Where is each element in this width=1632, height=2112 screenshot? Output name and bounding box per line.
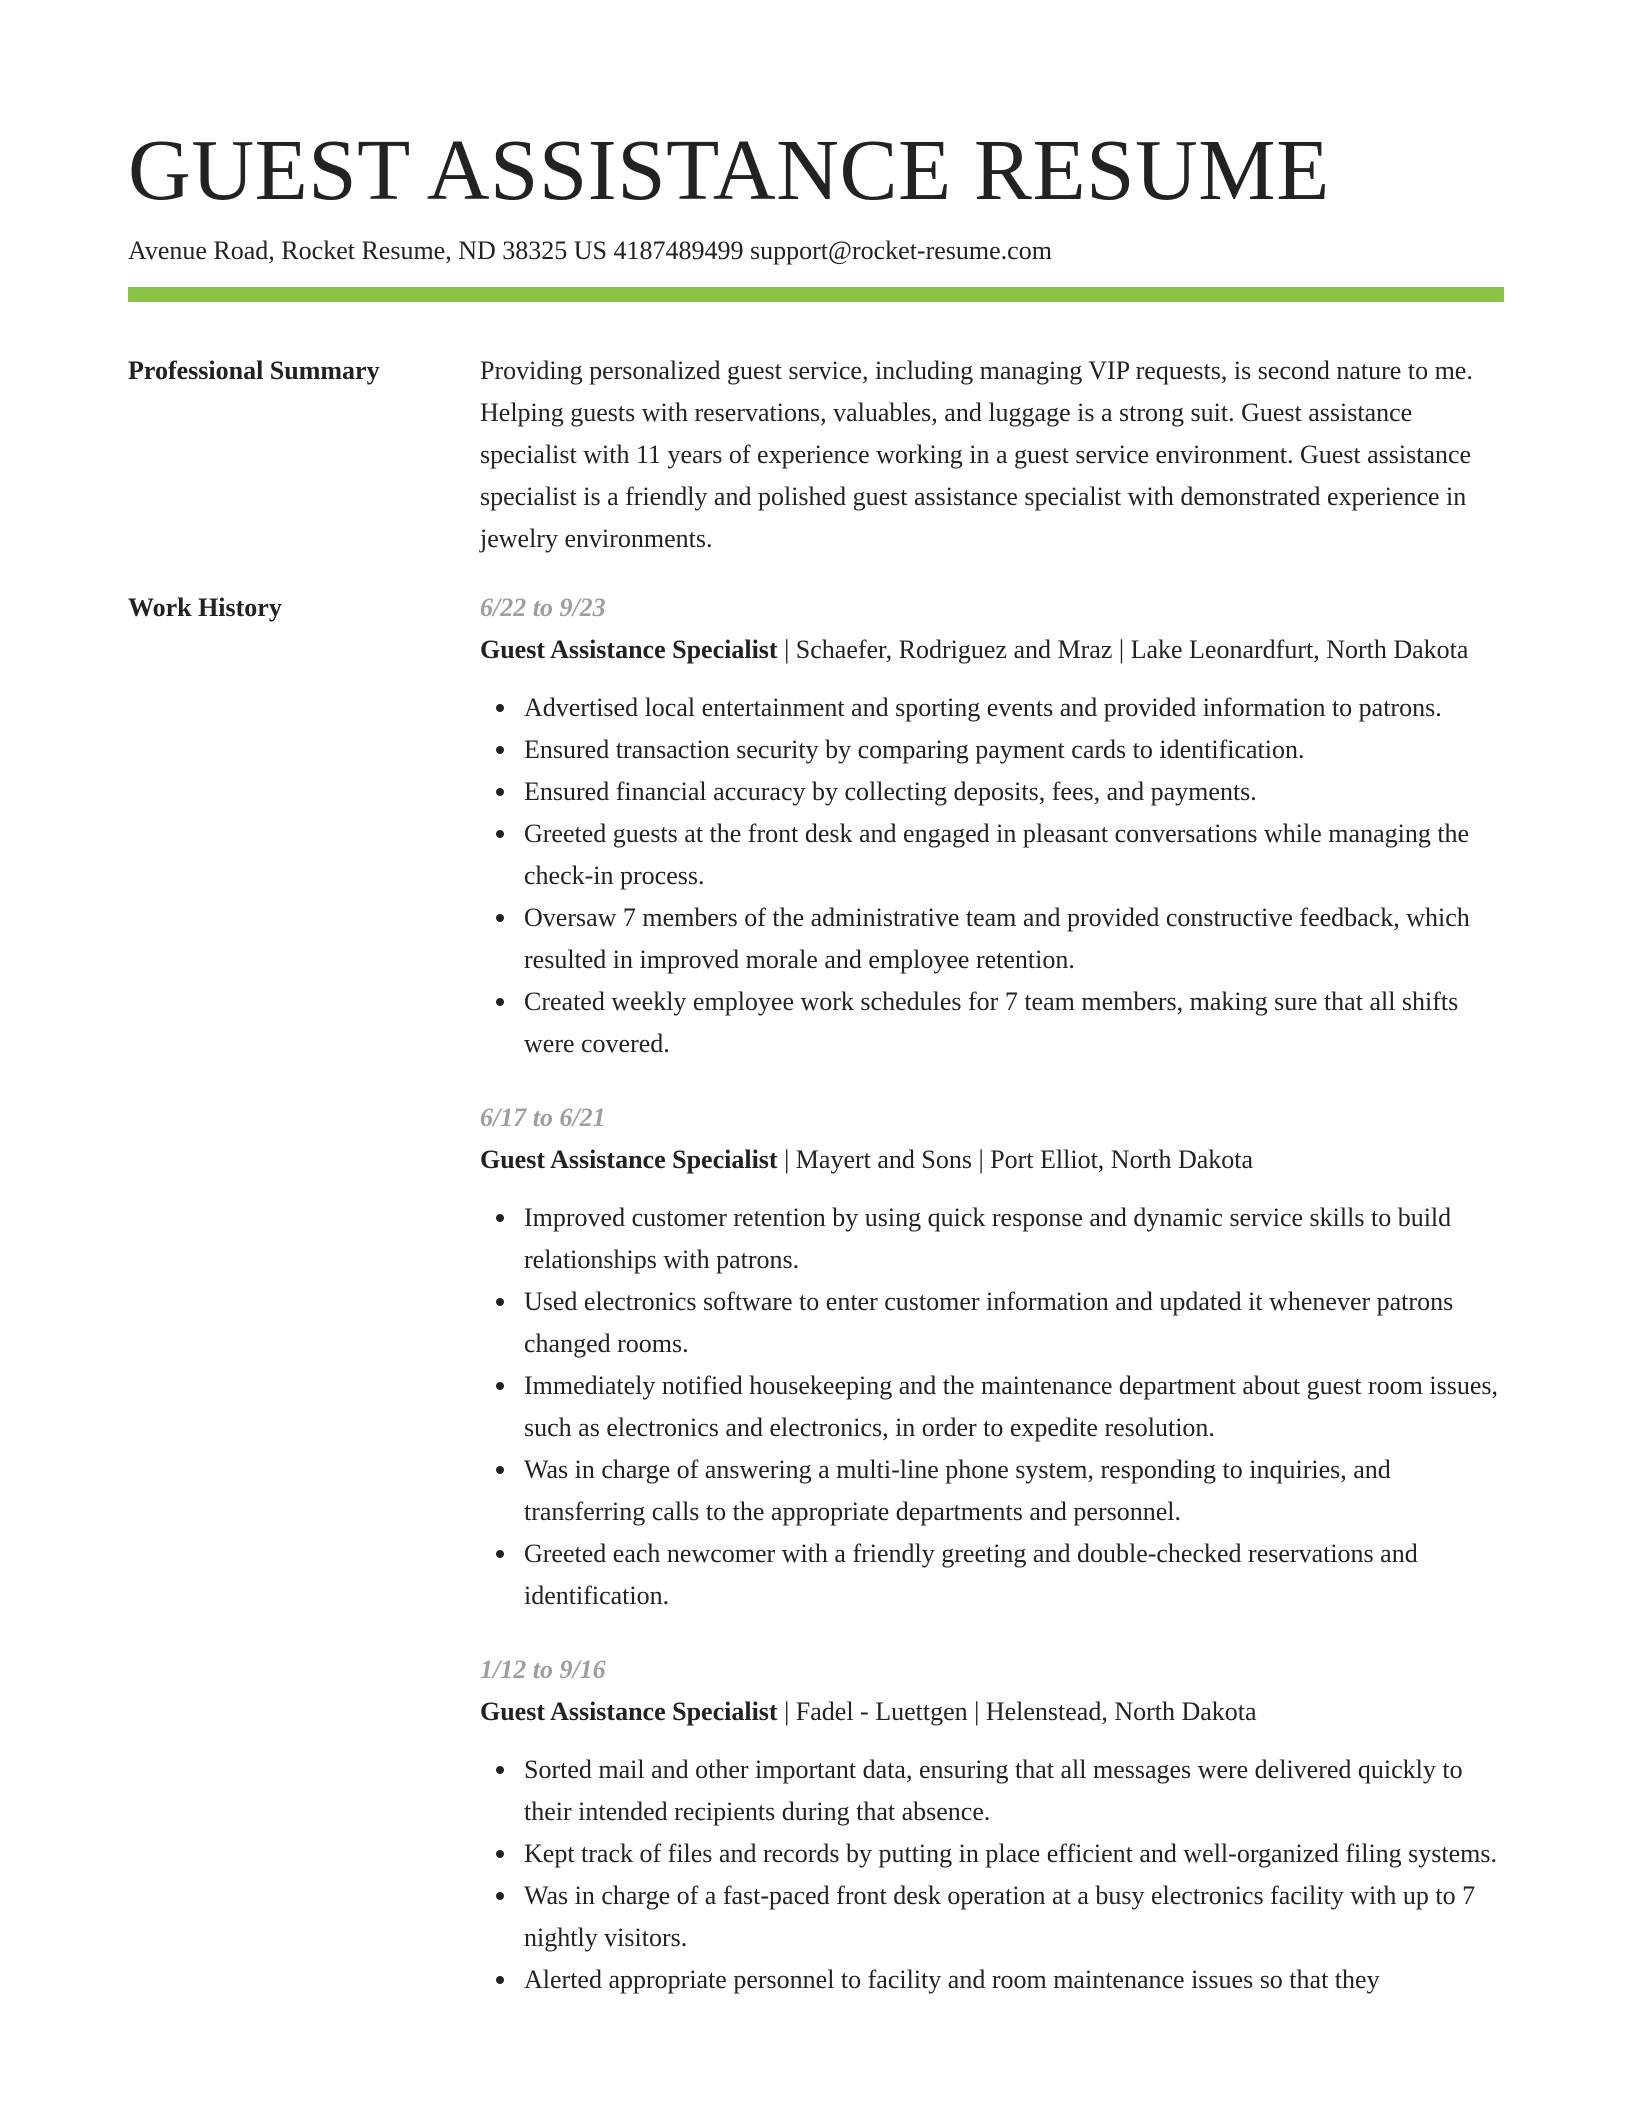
resume-page	[128, 0, 1504, 2001]
job-heading	[480, 1139, 1504, 1181]
list-item: Kept track of files and records by putting in place efficient and well-organized filing systems.	[524, 1833, 1504, 1875]
list-item: Advertised local entertainment and sporting events and provided information to patrons.	[524, 687, 1504, 729]
header-divider	[128, 287, 1504, 302]
list-item: Ensured transaction security by comparing payment cards to identification.	[524, 729, 1504, 771]
job-entry	[480, 587, 1504, 1065]
job-dates: 1/12 to 9/16	[480, 1655, 606, 1684]
list-item: Created weekly employee work schedules for 7 team members, making sure that all shifts were covered.	[524, 981, 1504, 1065]
job-details: | Fadel - Luettgen | Helenstead, North Dakota	[777, 1697, 1257, 1726]
job-details: | Mayert and Sons | Port Elliot, North Dakota	[777, 1145, 1254, 1174]
job-bullets	[480, 687, 1504, 1065]
job-bullets	[480, 1197, 1504, 1617]
list-item: Was in charge of a fast-paced front desk operation at a busy electronics facility with up to 7 nightly visitors.	[524, 1875, 1504, 1959]
job-heading	[480, 629, 1504, 671]
job-title: Guest Assistance Specialist	[480, 1145, 778, 1174]
list-item: Improved customer retention by using quick response and dynamic service skills to build relationships with patrons.	[524, 1197, 1504, 1281]
job-entry	[480, 1097, 1504, 1617]
list-item: Oversaw 7 members of the administrative team and provided constructive feedback, which resulted in improved morale and employee retention.	[524, 897, 1504, 981]
list-item: Immediately notified housekeeping and the maintenance department about guest room issues, such as electronics and electronics, in order to expedite resolution.	[524, 1365, 1504, 1449]
list-item: Used electronics software to enter customer information and updated it whenever patrons changed rooms.	[524, 1281, 1504, 1365]
job-entry	[480, 1649, 1504, 2001]
job-dates: 6/22 to 9/23	[480, 593, 606, 622]
professional-summary-section	[128, 350, 1504, 560]
job-heading	[480, 1691, 1504, 1733]
list-item: Ensured financial accuracy by collecting deposits, fees, and payments.	[524, 771, 1504, 813]
list-item: Alerted appropriate personnel to facility and room maintenance issues so that they	[524, 1959, 1504, 2001]
summary-text: Providing personalized guest service, including managing VIP requests, is second nature to me. Helping guests with reservations, valuables, and luggage is a strong suit. Guest assistance specialist with 11 years of experience working in a guest service environment. Guest assistance specialist is a friendly and polished guest assistance specialist with demonstrated experience in jewelry environments.	[480, 356, 1473, 553]
resume-title: GUEST ASSISTANCE RESUME	[128, 121, 1330, 218]
job-details: | Schaefer, Rodriguez and Mraz | Lake Leonardfurt, North Dakota	[777, 635, 1469, 664]
job-bullets	[480, 1749, 1504, 2001]
list-item: Was in charge of answering a multi-line phone system, responding to inquiries, and transferring calls to the appropriate departments and personnel.	[524, 1449, 1504, 1533]
section-label-work-history: Work History	[128, 593, 282, 622]
contact-info: Avenue Road, Rocket Resume, ND 38325 US 4187489499 support@rocket-resume.com	[128, 236, 1052, 265]
work-history-body	[480, 587, 1504, 2001]
section-label-summary: Professional Summary	[128, 356, 380, 385]
job-dates: 6/17 to 6/21	[480, 1103, 606, 1132]
list-item: Greeted each newcomer with a friendly greeting and double-checked reservations and identification.	[524, 1533, 1504, 1617]
work-history-section	[128, 587, 1504, 2001]
job-title: Guest Assistance Specialist	[480, 635, 778, 664]
list-item: Sorted mail and other important data, ensuring that all messages were delivered quickly to their intended recipients during that absence.	[524, 1749, 1504, 1833]
list-item: Greeted guests at the front desk and engaged in pleasant conversations while managing the check-in process.	[524, 813, 1504, 897]
job-title: Guest Assistance Specialist	[480, 1697, 778, 1726]
